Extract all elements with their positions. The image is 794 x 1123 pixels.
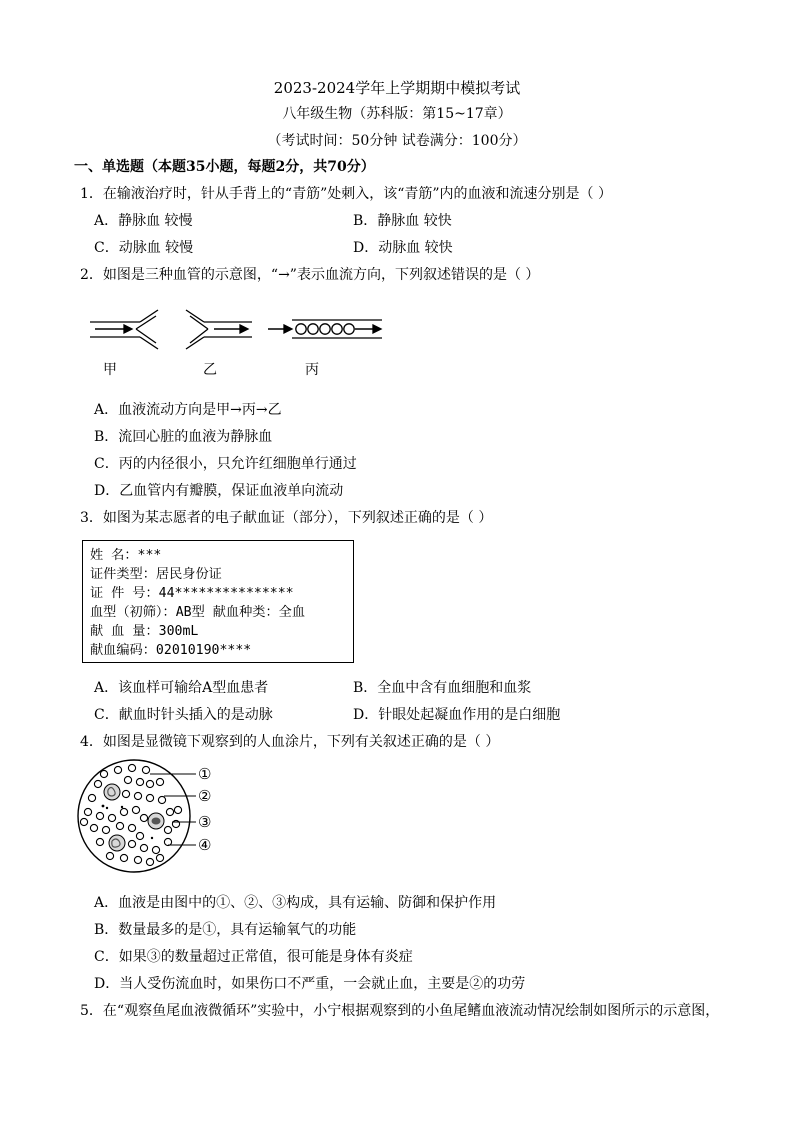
red-blood-cell-icon <box>96 812 103 819</box>
q1-option-a: A．静脉血 较慢 <box>94 213 193 229</box>
q5-stem: 5．在“观察鱼尾血液微循环”实验中，小宁根据观察到的小鱼尾鳍血液流动情况绘制如图所示的示意图， <box>80 1003 720 1019</box>
q1-option-c: C．动脉血 较慢 <box>94 240 194 256</box>
smear-label-2: ② <box>198 787 212 805</box>
q3-option-c: C．献血时针头插入的是动脉 <box>94 707 273 723</box>
blood-donation-card <box>82 540 354 663</box>
q2-option-b: B．流回心脏的血液为静脉血 <box>94 429 273 445</box>
red-blood-cell-icon <box>136 778 143 785</box>
q3-option-d: D．针眼处起凝血作用的是白细胞 <box>353 707 561 723</box>
q4-option-a: A．血液是由图中的①、②、③构成，具有运输、防御和保护作用 <box>94 895 497 911</box>
red-blood-cell-icon <box>128 824 135 831</box>
card-id-number: 证 件 号：44*************** <box>90 586 294 601</box>
red-blood-cell-icon <box>152 846 159 853</box>
section-heading: 一、单选题（本题35小题，每题2分，共70分） <box>74 159 375 175</box>
red-blood-cell-icon <box>142 766 149 773</box>
red-blood-cell-icon <box>164 838 171 845</box>
label-bing: 丙 <box>305 362 319 378</box>
red-blood-cell-icon <box>94 780 101 787</box>
red-blood-cell-icon <box>132 806 139 813</box>
red-blood-cell-icon <box>108 814 115 821</box>
exam-subtitle: 八年级生物（苏科版：第15~17章） <box>282 106 512 122</box>
red-blood-cell-icon <box>128 840 135 847</box>
red-blood-cell-icon <box>90 824 97 831</box>
q2-option-d: D．乙血管内有瓣膜，保证血液单向流动 <box>94 483 344 499</box>
red-blood-cell-icon <box>146 780 153 787</box>
q2-option-a: A．血液流动方向是甲→丙→乙 <box>94 402 282 418</box>
card-id-type: 证件类型：居民身份证 <box>90 567 222 582</box>
label-jia: 甲 <box>103 362 117 378</box>
red-blood-cell-icon <box>156 778 163 785</box>
smear-label-3: ③ <box>198 813 212 831</box>
q1-option-d: D．动脉血 较快 <box>353 240 453 256</box>
q3-stem: 3．如图为某志愿者的电子献血证（部分），下列叙述正确的是（ ） <box>80 510 493 526</box>
red-blood-cell-icon <box>96 838 103 845</box>
red-blood-cell-icon <box>156 854 163 861</box>
vessel-yi-icon <box>186 310 252 349</box>
q1-option-b: B．静脉血 较快 <box>353 213 452 229</box>
q1-stem: 1．在输液治疗时，针从手背上的“青筋”处刺入，该“青筋”内的血液和流速分别是（ ） <box>80 186 612 202</box>
q4-option-d: D．当人受伤流血时，如果伤口不严重，一会就止血，主要是②的功劳 <box>94 976 526 992</box>
card-blood-type: 血型（初筛）：AB型 献血种类：全血 <box>90 605 306 620</box>
red-blood-cell-icon <box>116 822 123 829</box>
exam-info: （考试时间：50分钟 试卷满分：100分） <box>267 133 527 149</box>
red-blood-cell-icon <box>88 794 95 801</box>
red-blood-cell-icon <box>146 858 153 865</box>
smear-label-1: ① <box>198 765 212 783</box>
card-name: 姓 名：*** <box>90 548 162 563</box>
red-blood-cell-icon <box>140 844 147 851</box>
red-blood-cell-icon <box>134 792 141 799</box>
red-blood-cell-icon <box>84 808 91 815</box>
vessel-bing-icon <box>268 320 382 338</box>
q3-option-a: A．该血样可输给A型血患者 <box>94 680 269 696</box>
q4-option-b: B．数量最多的是①，具有运输氧气的功能 <box>94 922 357 938</box>
red-blood-cell-icon <box>106 852 113 859</box>
red-blood-cell-icon <box>114 766 121 773</box>
red-blood-cell-icon <box>174 806 181 813</box>
red-blood-cell-icon <box>128 764 135 771</box>
red-blood-cell-icon <box>102 826 109 833</box>
red-blood-cell-icon <box>164 826 171 833</box>
q3-option-b: B．全血中含有血细胞和血浆 <box>353 680 532 696</box>
red-blood-cell-icon <box>172 820 179 827</box>
blood-smear-diagram <box>78 760 196 872</box>
red-blood-cell-icon <box>158 796 165 803</box>
red-blood-cell-icon <box>146 794 153 801</box>
red-blood-cell-icon <box>134 856 141 863</box>
card-volume: 献 血 量：300mL <box>90 624 199 639</box>
q2-option-c: C．丙的内径很小，只允许红细胞单行通过 <box>94 456 357 472</box>
q4-stem: 4．如图是显微镜下观察到的人血涂片，下列有关叙述正确的是（ ） <box>80 734 500 750</box>
red-blood-cell-icon <box>166 808 173 815</box>
vessel-jia-icon <box>90 310 158 349</box>
exam-title: 2023-2024学年上学期期中模拟考试 <box>273 79 521 97</box>
red-blood-cell-icon <box>120 854 127 861</box>
red-blood-cell-icon <box>136 832 143 839</box>
q4-option-c: C．如果③的数量超过正常值，很可能是身体有炎症 <box>94 949 413 965</box>
label-yi: 乙 <box>203 362 217 378</box>
red-blood-cell-icon <box>80 818 87 825</box>
platelet-icon <box>102 805 154 840</box>
white-blood-cell-icon <box>104 784 164 851</box>
q2-stem: 2．如图是三种血管的示意图，“→”表示血流方向，下列叙述错误的是（ ） <box>80 267 540 283</box>
red-blood-cell-icon <box>100 770 107 777</box>
smear-label-4: ④ <box>198 836 212 854</box>
red-blood-cell-icon <box>120 808 127 815</box>
red-blood-cell-icon <box>140 814 147 821</box>
red-blood-cell-icon <box>122 790 129 797</box>
card-code: 献血编码：02010190**** <box>90 643 252 658</box>
red-blood-cell-icon <box>124 776 131 783</box>
